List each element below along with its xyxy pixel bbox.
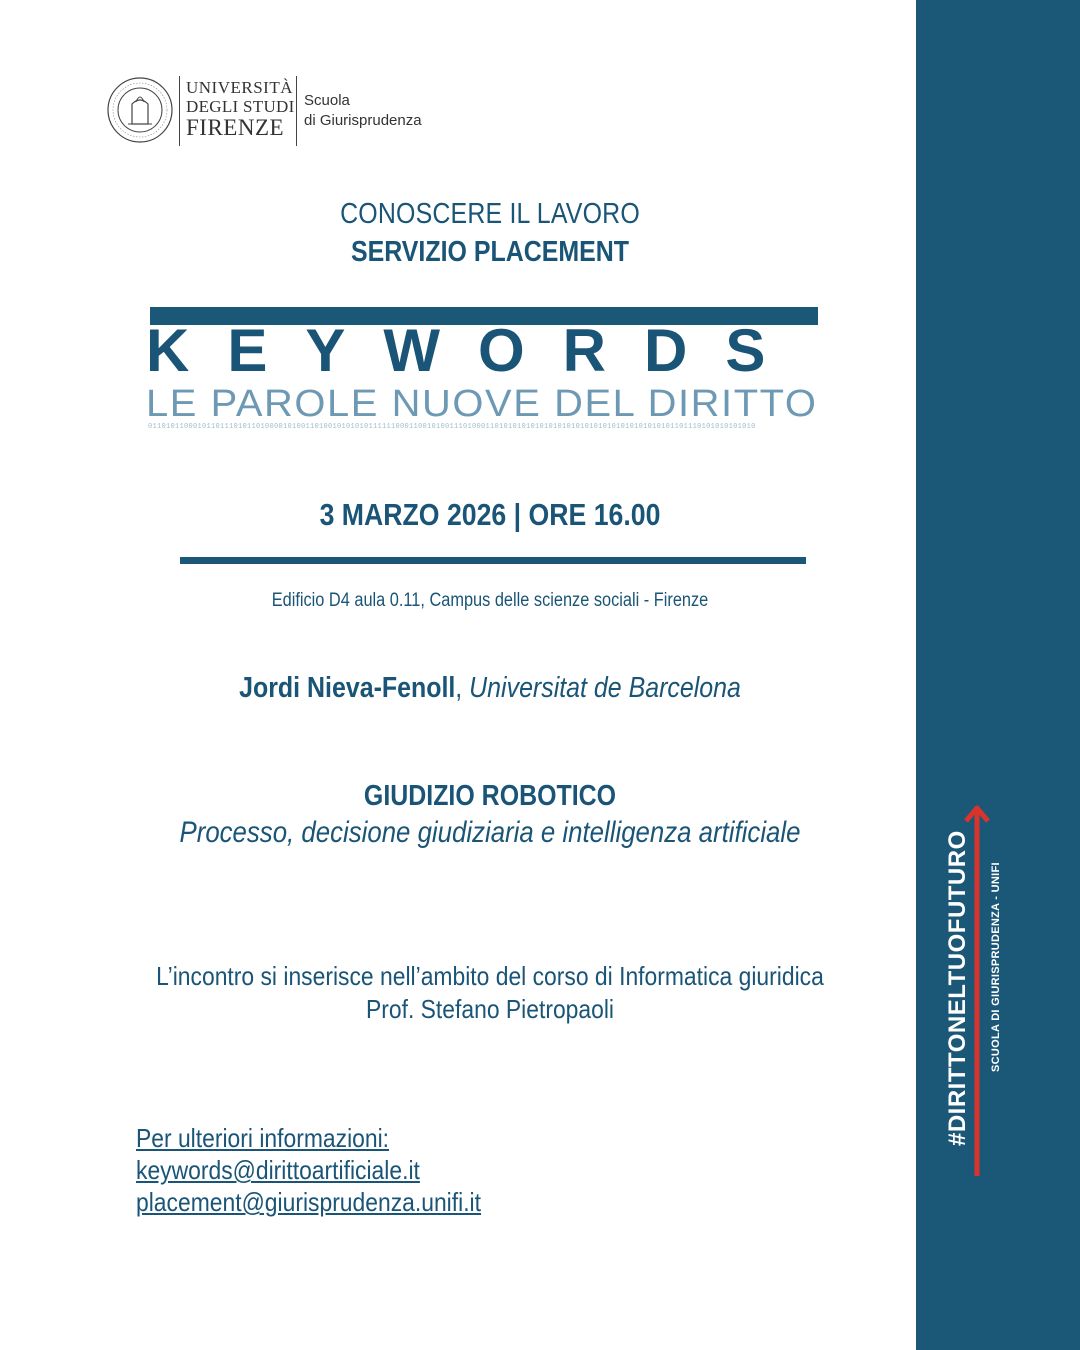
contact-email-placement[interactable]: placement@giurisprudenza.unifi.it — [136, 1187, 482, 1217]
logo-divider-2 — [296, 76, 297, 146]
university-name-line3: FIRENZE — [186, 115, 285, 140]
university-name-line1: UNIVERSITÀ — [186, 78, 293, 97]
keywords-title: KEYWORDS — [146, 317, 804, 384]
university-seal-icon — [106, 76, 174, 144]
keywords-subtitle: LE PAROLE NUOVE DEL DIRITTO — [146, 383, 818, 425]
contacts — [136, 1122, 481, 1218]
sidebar — [916, 0, 1080, 1350]
service-title: SERVIZIO PLACEMENT — [350, 236, 630, 268]
course-line: L’incontro si inserisce nell’ambito del corso di Informatica giuridica — [156, 961, 824, 991]
speaker-name: Jordi Nieva-Fenoll — [239, 672, 456, 704]
talk-subtitle: Processo, decisione giudiziaria e intelligenza artificiale — [179, 816, 801, 849]
university-name-line2: DEGLI STUDI — [186, 97, 295, 116]
contacts-label: Per ulteriori informazioni: — [136, 1123, 390, 1153]
event-venue: Edificio D4 aula 0.11, Campus delle scienze sociali - Firenze — [271, 590, 709, 611]
sidebar-hashtag: #DIRITTONELTUOFUTURO — [944, 830, 971, 1146]
speaker-separator: , — [455, 672, 470, 704]
speaker-line — [69, 672, 912, 705]
course-info — [59, 960, 921, 1026]
sidebar-subtitle: SCUOLA DI GIURISPRUDENZA - UNIFI — [990, 862, 1002, 1072]
logo-divider — [179, 76, 180, 146]
event-date-time: 3 MARZO 2026 | ORE 16.00 — [319, 497, 661, 532]
pre-title: CONOSCERE IL LAVORO — [340, 198, 640, 230]
school-name-line1: Scuola — [304, 92, 350, 109]
school-name-line2: di Giurisprudenza — [304, 112, 422, 129]
talk-title: GIUDIZIO ROBOTICO — [363, 780, 617, 812]
binary-strip: 011010110001011011101011010000101001101001010101011111100011001010011101000110101010101010101010101010101010101010101101110101010101010 — [148, 423, 756, 431]
speaker-affiliation: Universitat de Barcelona — [469, 672, 741, 704]
date-divider — [180, 557, 806, 564]
contact-email-keywords[interactable]: keywords@dirittoartificiale.it — [136, 1155, 420, 1185]
course-professor: Prof. Stefano Pietropaoli — [365, 994, 615, 1024]
